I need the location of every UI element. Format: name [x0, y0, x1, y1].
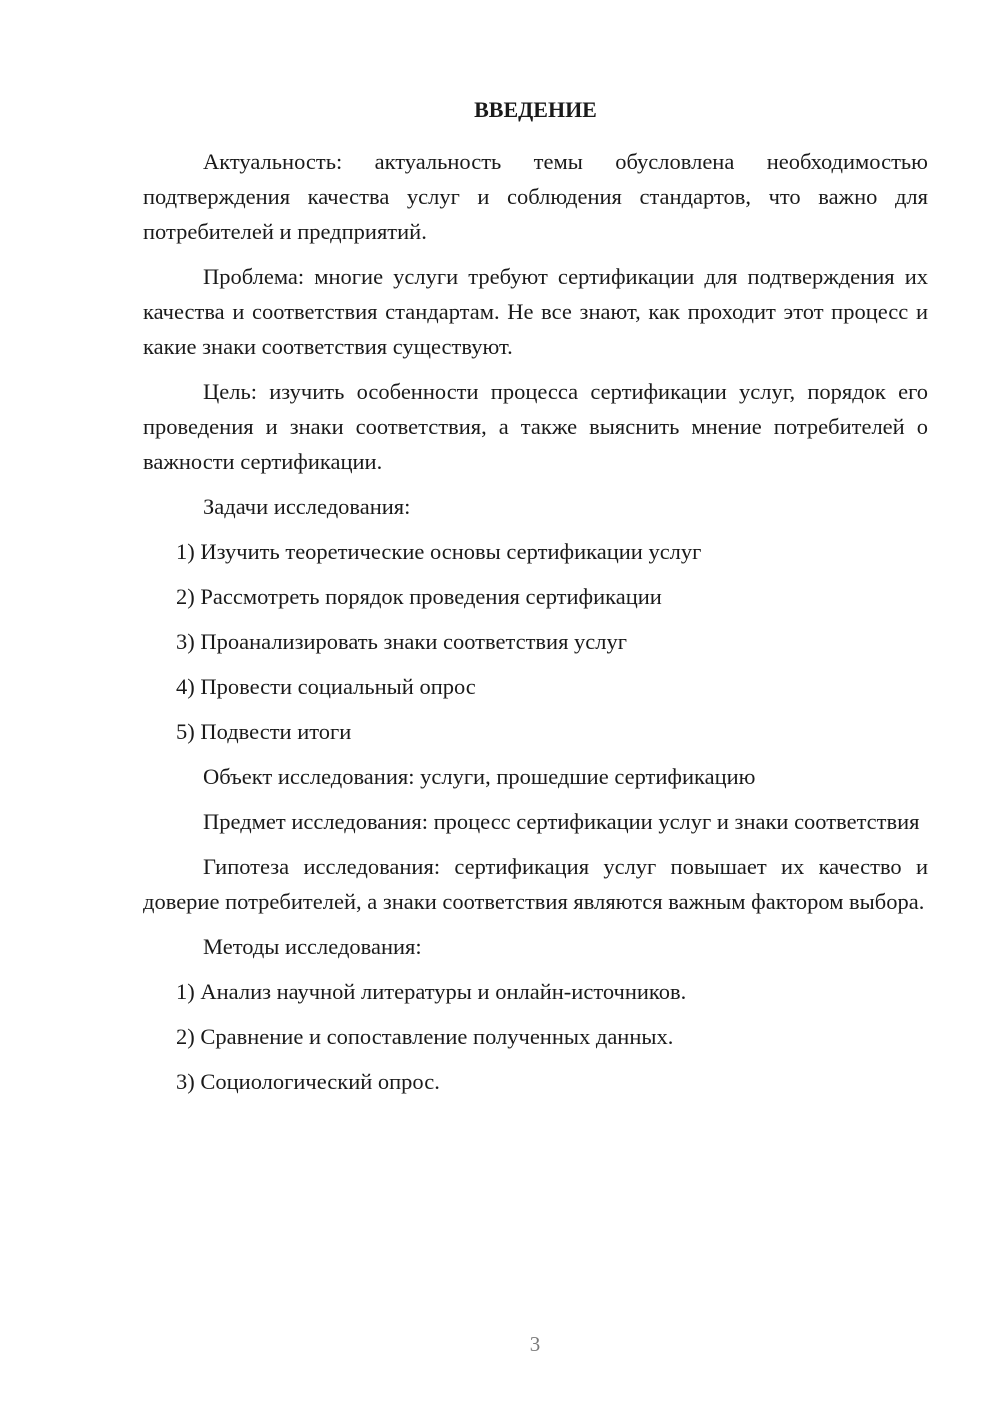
tasks-heading: Задачи исследования: [203, 494, 411, 519]
problem-paragraph: Проблема: многие услуги требуют сертификации для подтверждения их качества и соответствия стандартам. Не все знают, как проходит этот процесс и какие знаки соответствия существуют. [143, 264, 928, 359]
task-item: 3) Проанализировать знаки соответствия услуг [176, 629, 627, 654]
method-item: 2) Сравнение и сопоставление полученных данных. [176, 1024, 674, 1049]
task-item: 4) Провести социальный опрос [176, 674, 476, 699]
task-item: 1) Изучить теоретические основы сертификации услуг [176, 539, 702, 564]
task-item: 2) Рассмотреть порядок проведения сертификации [176, 584, 662, 609]
subject-paragraph: Предмет исследования: процесс сертификации услуг и знаки соответствия [203, 809, 920, 834]
method-item: 3) Социологический опрос. [176, 1069, 440, 1094]
object-paragraph: Объект исследования: услуги, прошедшие сертификацию [203, 764, 756, 789]
goal-paragraph: Цель: изучить особенности процесса сертификации услуг, порядок его проведения и знаки соответствия, а также выяснить мнение потребителей о важности сертификации. [143, 379, 928, 474]
method-item: 1) Анализ научной литературы и онлайн-источников. [176, 979, 687, 1004]
task-item: 5) Подвести итоги [176, 719, 352, 744]
section-title: ВВЕДЕНИЕ [474, 97, 597, 122]
relevance-paragraph: Актуальность: актуальность темы обусловлена необходимостью подтверждения качества услуг и соблюдения стандартов, что важно для потребителей и предприятий. [143, 149, 928, 244]
page-number: 3 [529, 1332, 541, 1356]
page-content [143, 94, 928, 1109]
hypothesis-paragraph: Гипотеза исследования: сертификация услуг повышает их качество и доверие потребителей, а знаки соответствия являются важным фактором выбора. [143, 854, 928, 914]
methods-heading: Методы исследования: [203, 934, 422, 959]
